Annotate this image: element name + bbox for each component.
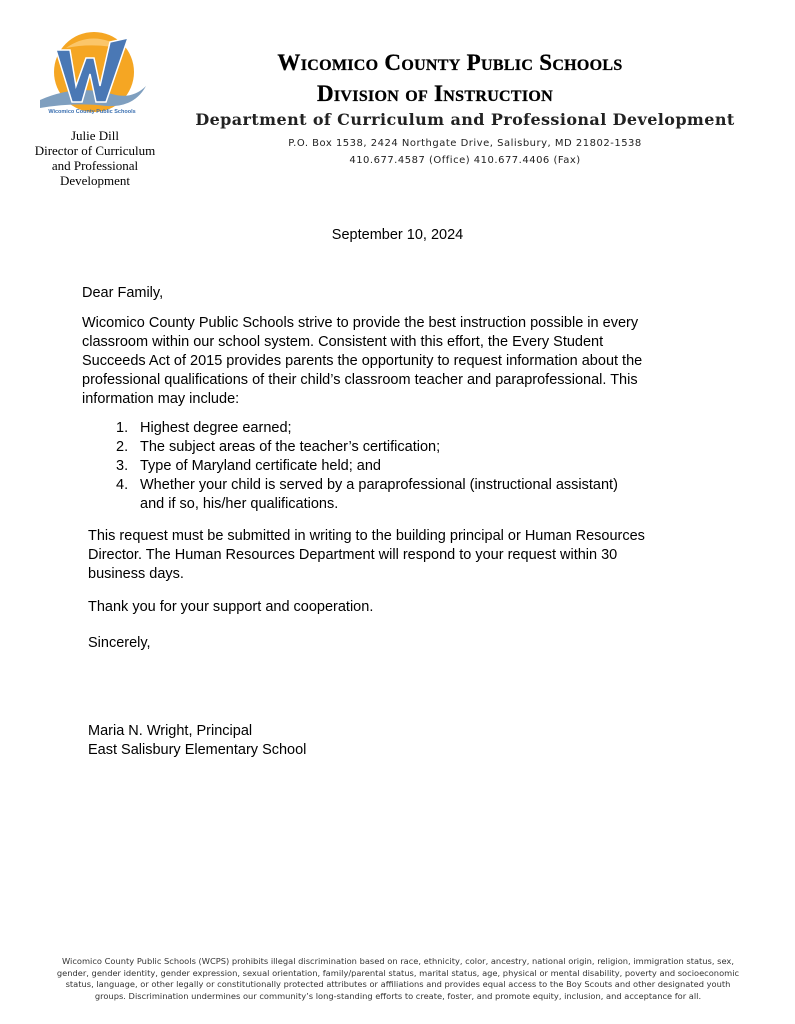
footer-line: gender, gender identity, gender expression, sexual orientation, family/parental status, marital status, age, physical or mental disability, poverty and socioeconomic — [56, 967, 740, 978]
paragraph-line: Director. The Human Resources Department will respond to your request within 30 — [88, 547, 618, 563]
mailing-address: P.O. Box 1538, 2424 Northgate Drive, Salisbury, MD 21802-1538 — [288, 138, 642, 149]
list-item-text: and if so, his/her qualifications. — [140, 496, 339, 512]
wcps-logo — [36, 28, 148, 120]
qualifications-list — [116, 419, 696, 514]
list-item-text: Type of Maryland certificate held; and — [140, 458, 381, 474]
closing: Sincerely, — [88, 635, 151, 651]
salutation: Dear Family, — [82, 285, 164, 301]
logo-caption: Wicomico County Public Schools — [48, 109, 136, 115]
list-number: 4. — [116, 477, 129, 493]
paragraph-request — [88, 527, 703, 584]
list-number: 3. — [116, 458, 129, 474]
paragraph-line: business days. — [88, 566, 184, 582]
list-item-text: The subject areas of the teacher’s certification; — [140, 439, 441, 455]
list-item — [116, 438, 696, 457]
list-item — [116, 457, 696, 476]
paragraph-line: classroom within our school system. Consistent with this effort, the Every Student — [82, 334, 604, 350]
list-item — [116, 476, 696, 514]
letterhead-title-line2: Division of Instruction — [317, 81, 553, 106]
director-line: Development — [59, 173, 131, 188]
paragraph-line: information may include: — [82, 391, 240, 407]
paragraph-line: Wicomico County Public Schools strive to provide the best instruction possible in every — [82, 315, 639, 331]
list-item-text: Highest degree earned; — [140, 420, 292, 436]
list-number: 2. — [116, 439, 129, 455]
paragraph-line: Succeeds Act of 2015 provides parents the opportunity to request information about the — [82, 353, 643, 369]
paragraph-thanks: Thank you for your support and cooperation. — [88, 599, 374, 615]
signature-name: Maria N. Wright, Principal — [88, 723, 253, 739]
list-number: 1. — [116, 420, 129, 436]
list-item-text: Whether your child is served by a paraprofessional (instructional assistant) — [140, 477, 618, 493]
list-item — [116, 419, 696, 438]
footer-line: Wicomico County Public Schools (WCPS) prohibits illegal discrimination based on race, ethnicity, color, ancestry, national origin, religion, immigration status, sex, — [62, 956, 734, 966]
footer-line: status, language, or other legally or constitutionally protected attributes or affiliations and provides equal access to the Boy Scouts and other designated youth — [65, 979, 731, 989]
letter-date: September 10, 2024 — [331, 227, 464, 243]
director-line: Julie Dill — [70, 128, 120, 143]
director-line: and Professional — [51, 158, 139, 173]
nondiscrimination-footer — [52, 956, 744, 1002]
paragraph-line: professional qualifications of their child’s classroom teacher and paraprofessional. This — [82, 372, 638, 388]
department-name: Department of Curriculum and Professional Development — [195, 110, 735, 129]
letterhead-title-line1: Wicomico County Public Schools — [277, 50, 623, 75]
paragraph-line: This request must be submitted in writing to the building principal or Human Resources — [88, 528, 645, 544]
director-line: Director of Curriculum — [34, 143, 156, 158]
paragraph-intro — [82, 314, 702, 409]
director-block — [0, 128, 190, 188]
phone-fax: 410.677.4587 (Office) 410.677.4406 (Fax) — [349, 155, 581, 166]
footer-line: groups. Discrimination undermines our community’s long-standing efforts to create, foster, and promote equity, inclusion, and acceptance for all. — [94, 990, 702, 1001]
signature-school: East Salisbury Elementary School — [88, 742, 307, 758]
